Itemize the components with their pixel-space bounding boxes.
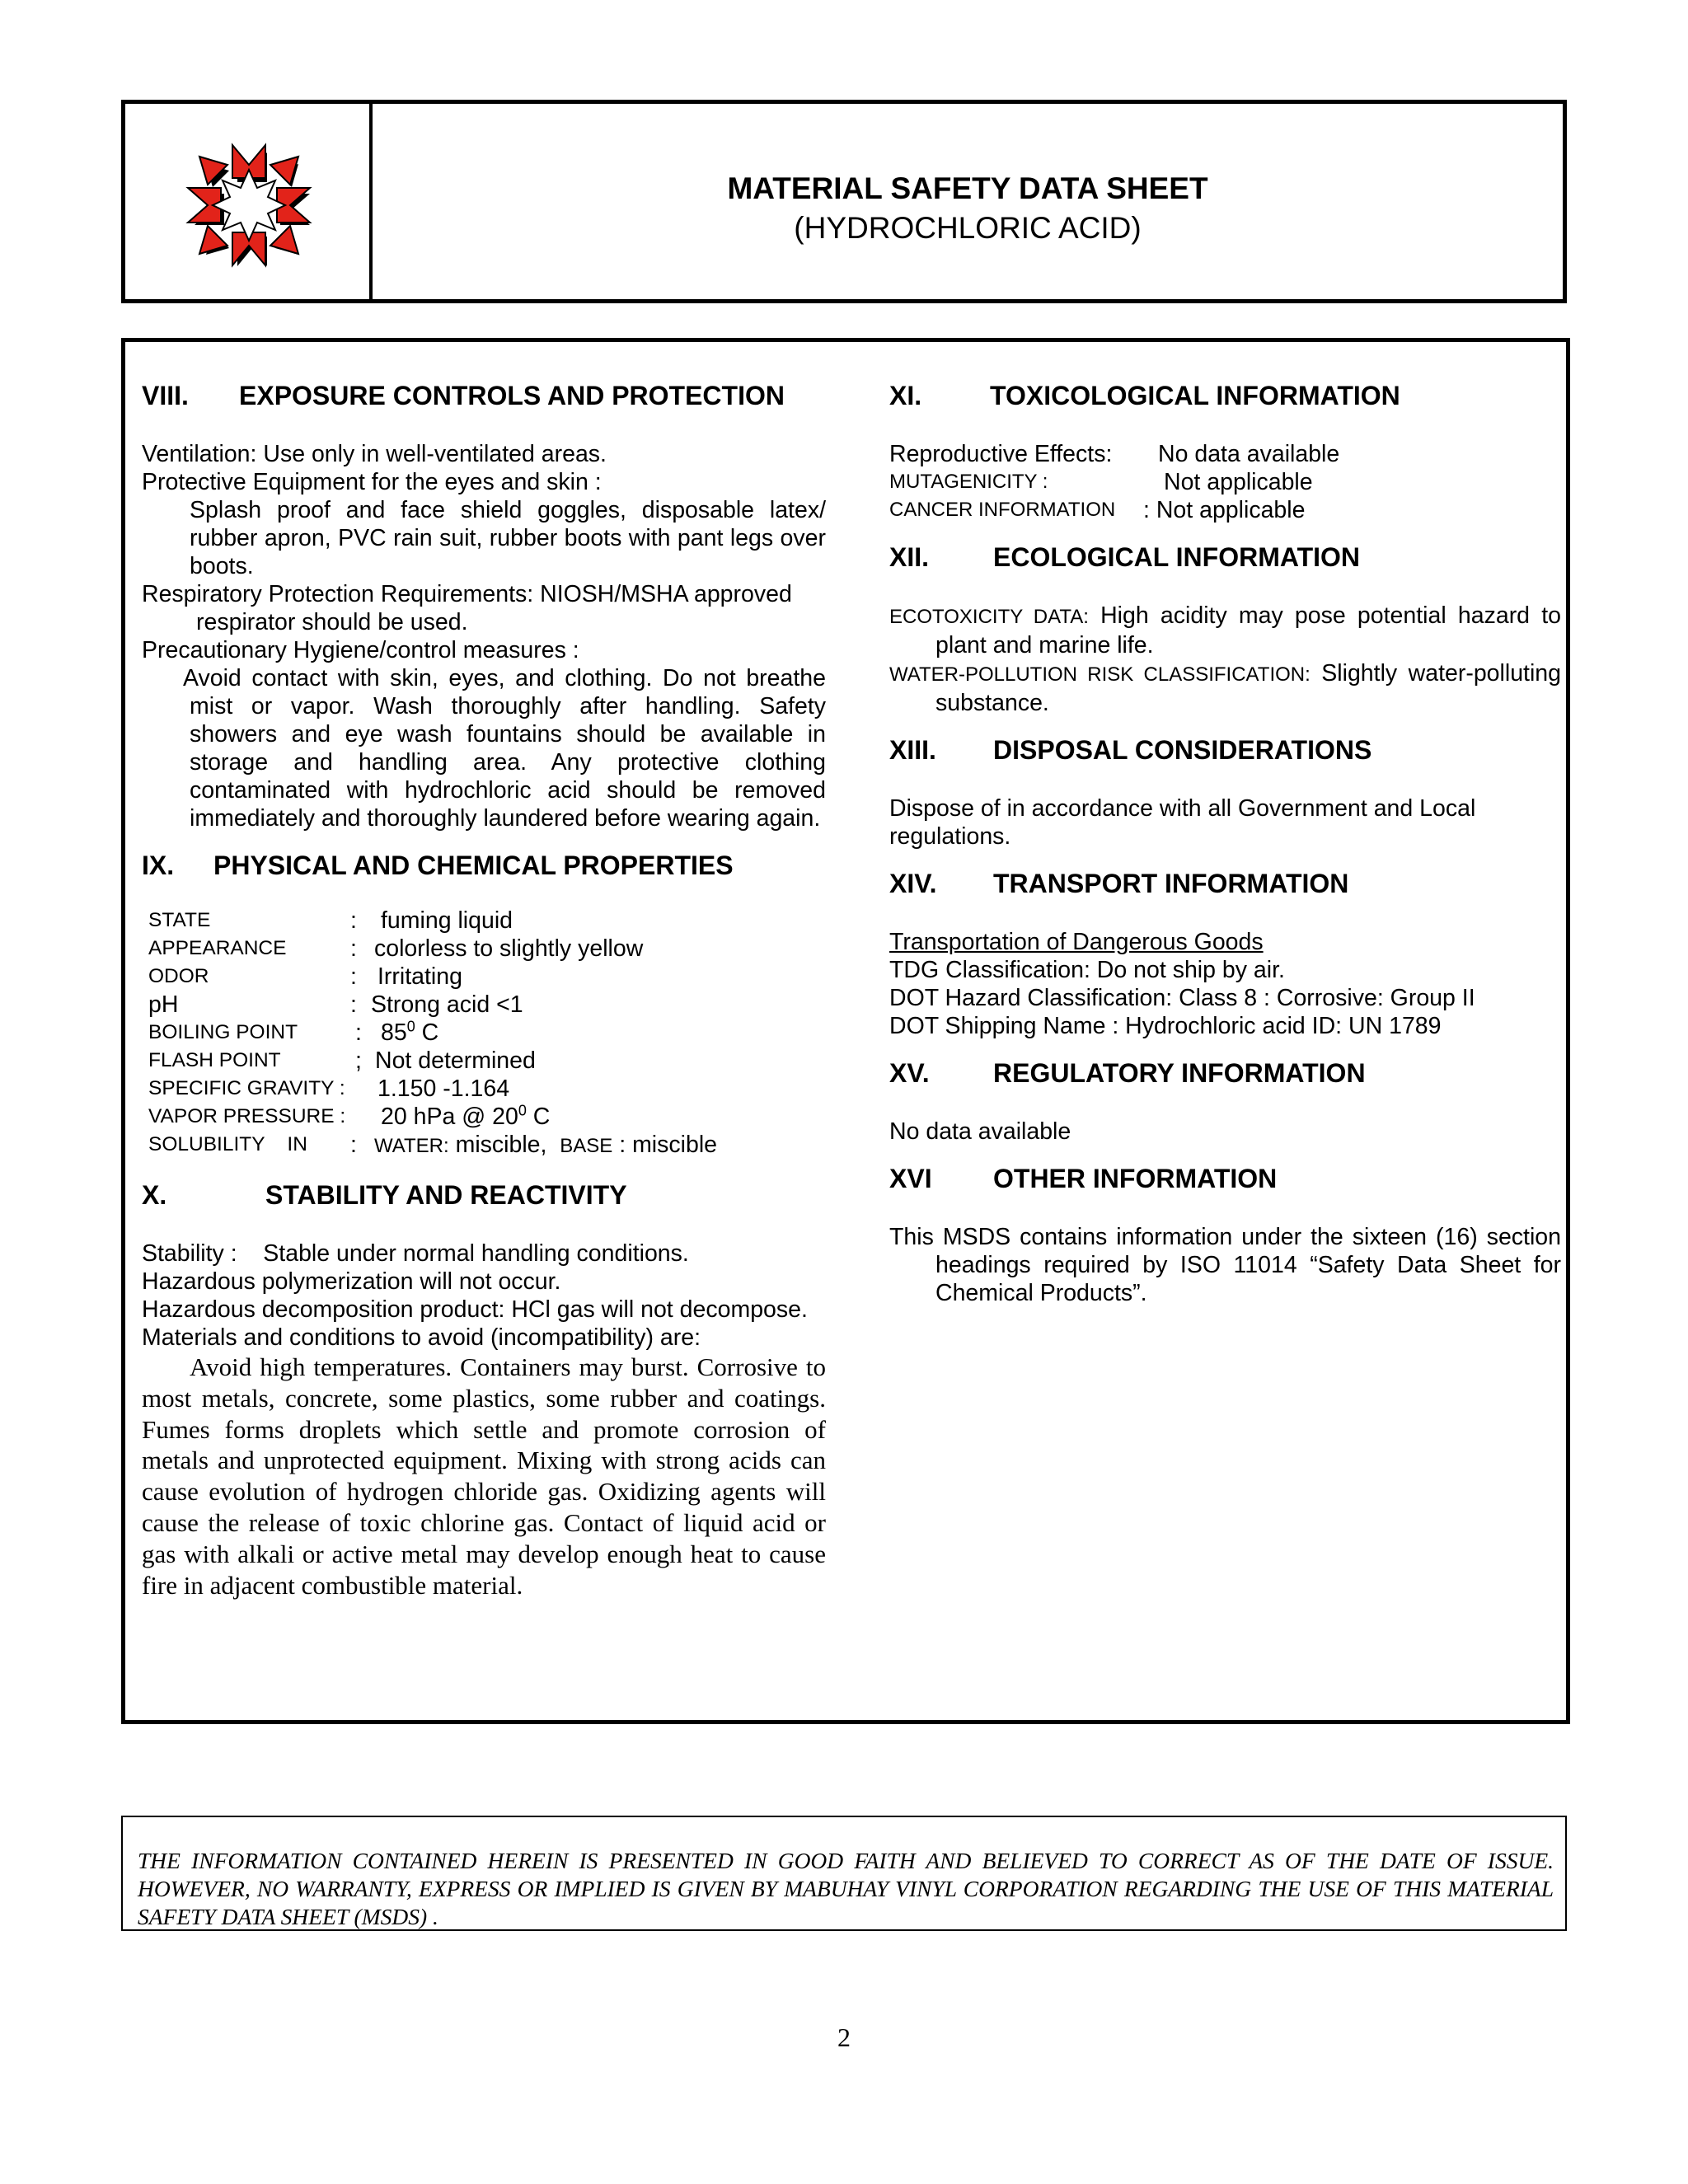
section-13-heading xyxy=(889,733,1561,766)
property-label: SOLUBILITY IN xyxy=(148,1133,307,1155)
ecotoxicity-text: ECOTOXICITY DATA: High acidity may pose potential hazard to plant and marine life. xyxy=(889,602,1562,658)
properties-table xyxy=(142,907,826,1162)
property-row xyxy=(142,907,826,935)
property-label: FLASH POINT xyxy=(148,1049,281,1071)
section-number: XIII. xyxy=(889,735,936,765)
logo-cell xyxy=(125,104,373,299)
content-box xyxy=(121,338,1570,1724)
property-colon: : xyxy=(350,991,357,1018)
materials-text: Avoid high temperatures. Containers may burst. Corrosive to most metals, concrete, some plastics, some rubber and coatings. Fumes forms droplets which settle and promote corrosion of metals and unprotected equipment. Mixing with strong acids can cause evolution of hydrogen chloride gas. Oxidizing agents will cause the release of toxic chlorine gas. Contact of liquid acid or gas with alkali or active metal may develop enough heat to cause fire in adjacent combustible material. xyxy=(142,1352,826,1600)
section-number: XV. xyxy=(889,1058,930,1088)
property-label: pH xyxy=(148,991,179,1018)
water-pollution-text: WATER-POLLUTION RISK CLASSIFICATION: Slightly water-polluting substance. xyxy=(889,660,1561,716)
property-row xyxy=(142,1103,826,1131)
tox-row xyxy=(889,468,1561,496)
tox-label: MUTAGENICITY : xyxy=(889,471,1048,493)
transport-subheading: Transportation of Dangerous Goods xyxy=(889,929,1264,955)
right-column xyxy=(889,363,1561,1307)
page-number: 2 xyxy=(837,2022,851,2052)
section-title: TRANSPORT INFORMATION xyxy=(993,869,1349,898)
tox-label: Reproductive Effects: xyxy=(889,441,1113,467)
document-subtitle: (HYDROCHLORIC ACID) xyxy=(794,211,1142,245)
dot-hazard-text: DOT Hazard Classification: Class 8 : Corrosive: Group II xyxy=(889,985,1475,1011)
regulatory-text: No data available xyxy=(889,1118,1071,1145)
tox-value: : Not applicable xyxy=(1143,497,1306,523)
tox-value: Not applicable xyxy=(1164,469,1313,495)
section-15-heading xyxy=(889,1057,1561,1090)
section-title: DISPOSAL CONSIDERATIONS xyxy=(993,735,1372,765)
polymerization-text: Hazardous polymerization will not occur. xyxy=(142,1268,561,1295)
title-cell xyxy=(373,104,1563,299)
materials-label: Materials and conditions to avoid (incompatibility) are: xyxy=(142,1324,701,1351)
ppe-label: Protective Equipment for the eyes and skin : xyxy=(142,469,602,495)
ventilation-text: Ventilation: Use only in well-ventilated areas. xyxy=(142,441,607,467)
section-8-heading xyxy=(142,379,826,412)
property-row xyxy=(142,1131,826,1162)
section-number: VIII. xyxy=(142,381,189,410)
tox-row xyxy=(889,496,1561,524)
property-colon: ; xyxy=(355,1047,362,1074)
section-10-heading xyxy=(142,1179,826,1212)
property-colon: : xyxy=(350,1132,357,1158)
tox-value: No data available xyxy=(1158,441,1340,467)
section-title: STABILITY AND REACTIVITY xyxy=(265,1180,627,1210)
property-colon: : xyxy=(350,907,357,934)
property-row xyxy=(142,1019,826,1047)
property-value: 1.150 -1.164 xyxy=(377,1076,510,1102)
property-row xyxy=(142,1047,826,1075)
section-16-heading xyxy=(889,1162,1561,1195)
other-info-text: This MSDS contains information under the sixteen (16) section headings required by ISO 11014 “Safety Data Sheet for Chemical Products”. xyxy=(889,1224,1561,1306)
left-column xyxy=(142,363,826,1601)
section-number: IX. xyxy=(142,851,175,880)
header-box xyxy=(121,100,1567,303)
property-label: SPECIFIC GRAVITY : xyxy=(148,1077,345,1099)
property-label: BOILING POINT xyxy=(148,1021,298,1043)
section-number: X. xyxy=(142,1180,167,1210)
property-colon: : xyxy=(350,935,357,962)
property-colon: : xyxy=(355,1019,362,1046)
ppe-text: Splash proof and face shield goggles, disposable latex/ rubber apron, PVC rain suit, rubber boots with pant legs over boots. xyxy=(190,497,826,579)
property-value: colorless to slightly yellow xyxy=(374,935,644,962)
property-row xyxy=(142,1075,826,1103)
property-value: fuming liquid xyxy=(381,907,513,934)
section-title: TOXICOLOGICAL INFORMATION xyxy=(990,381,1400,410)
property-colon: : xyxy=(350,963,357,990)
property-row xyxy=(142,935,826,963)
property-value: WATER: miscible, BASE : miscible xyxy=(374,1132,718,1158)
section-title: PHYSICAL AND CHEMICAL PROPERTIES xyxy=(213,851,734,880)
property-label: ODOR xyxy=(148,965,209,987)
property-value: Strong acid <1 xyxy=(371,991,523,1018)
section-title: ECOLOGICAL INFORMATION xyxy=(993,542,1361,572)
property-value: $85^0$ C xyxy=(381,1018,439,1046)
section-number: XVI xyxy=(889,1164,932,1193)
section-title: OTHER INFORMATION xyxy=(993,1164,1278,1193)
property-value: Irritating xyxy=(377,963,462,990)
section-11-heading xyxy=(889,379,1561,412)
property-value: 20 hPa @ $20^0$ C xyxy=(381,1102,551,1130)
section-number: XI. xyxy=(889,381,922,410)
decomposition-text: Hazardous decomposition product: HCl gas will not decompose. xyxy=(142,1296,808,1323)
property-label: VAPOR PRESSURE : xyxy=(148,1105,346,1127)
company-logo-icon xyxy=(185,142,313,269)
section-title: REGULATORY INFORMATION xyxy=(993,1058,1366,1088)
property-row xyxy=(142,991,826,1019)
disposal-text: Dispose of in accordance with all Government and Local regulations. xyxy=(889,795,1476,850)
disclaimer-box xyxy=(121,1816,1567,1931)
property-row xyxy=(142,963,826,991)
hygiene-label: Precautionary Hygiene/control measures : xyxy=(142,637,579,663)
property-value: Not determined xyxy=(375,1047,536,1074)
section-title: EXPOSURE CONTROLS AND PROTECTION xyxy=(239,381,785,410)
section-number: XII. xyxy=(889,542,930,572)
section-14-heading xyxy=(889,867,1561,900)
property-label: STATE xyxy=(148,909,211,931)
section-9-heading xyxy=(142,849,826,882)
respiratory-text: Respiratory Protection Requirements: NIOSH/MSHA approved respirator should be used. xyxy=(142,581,792,635)
tdg-text: TDG Classification: Do not ship by air. xyxy=(889,957,1285,983)
property-label: APPEARANCE xyxy=(148,937,287,959)
dot-name-text: DOT Shipping Name : Hydrochloric acid ID: UN 1789 xyxy=(889,1013,1442,1039)
section-number: XIV. xyxy=(889,869,937,898)
tox-row xyxy=(889,440,1561,468)
hygiene-text: Avoid contact with skin, eyes, and clothing. Do not breathe mist or vapor. Wash thoroughly after handling. Safety showers and eye wash fountains should be available in storage and handling area. Any protective clothing contaminated with hydrochloric acid should be removed immediately and thoroughly laundered before wearing again. xyxy=(183,665,826,832)
tox-label: CANCER INFORMATION xyxy=(889,499,1116,521)
document-title: MATERIAL SAFETY DATA SHEET xyxy=(727,171,1208,205)
section-12-heading xyxy=(889,541,1561,574)
disclaimer-text: THE INFORMATION CONTAINED HEREIN IS PRESENTED IN GOOD FAITH AND BELIEVED TO CORRECT AS OF THE DATE OF ISSUE. HOWEVER, NO WARRANTY, EXPRESS OR IMPLIED IS GIVEN BY MABUHAY VINYL CORPORATION REGARDING THE USE OF THIS MATERIAL SAFETY DATA SHEET (MSDS) . xyxy=(138,1848,1554,1929)
stability-text: Stability : Stable under normal handling conditions. xyxy=(142,1240,689,1267)
